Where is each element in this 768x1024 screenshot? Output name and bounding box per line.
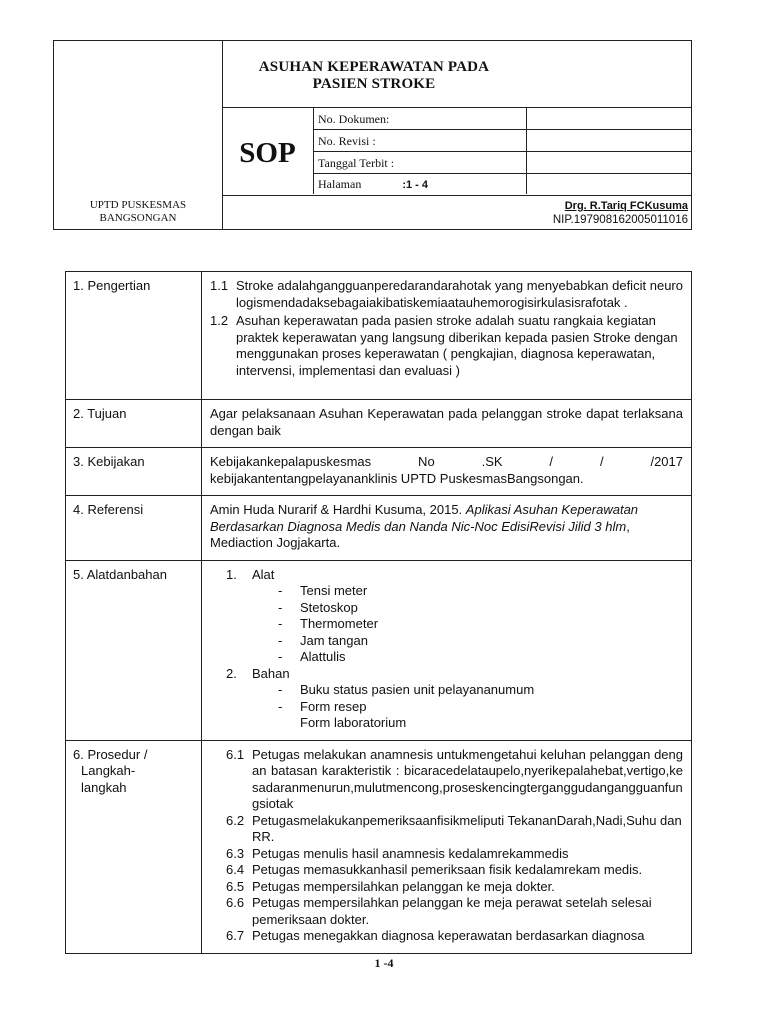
- label-line-3: langkah: [81, 779, 127, 795]
- procedure-step: [226, 846, 683, 863]
- reference-publisher: , Mediaction Jogjakarta.: [210, 518, 630, 550]
- title-line-2: PASIEN STROKE: [312, 76, 436, 92]
- row-label: 5. Alatdanbahan: [66, 560, 202, 740]
- list-item: [210, 313, 683, 379]
- row-label: 2. Tujuan: [66, 400, 202, 448]
- row-label: 4. Referensi: [66, 496, 202, 561]
- step-text: Petugas menegakkan diagnosa keperawatan berdasarkan diagnosa: [252, 928, 645, 943]
- sop-label: SOP: [239, 136, 296, 169]
- step-number: 6.4: [226, 862, 245, 877]
- organization-name: [54, 199, 222, 225]
- label-line-2: Langkah-: [81, 763, 136, 778]
- step-number: 6.2: [226, 812, 245, 828]
- procedure-step: [226, 895, 683, 928]
- page-number-footer: 1 -4: [374, 956, 394, 970]
- item-number: 2.: [226, 665, 237, 681]
- item-text: Bahan: [252, 665, 290, 681]
- row-tujuan: [66, 400, 692, 448]
- step-number: 6.7: [226, 928, 245, 943]
- document-title: [222, 59, 526, 93]
- bahan-item: Buku status pasien unit pelayananumum: [300, 682, 535, 697]
- row-alat-bahan: [66, 560, 692, 740]
- row-content: Agar pelaksanaan Asuhan Keperawatan pada pelanggan stroke dapat terlaksana dengan baik: [202, 400, 692, 448]
- procedure-step: [226, 879, 683, 896]
- row-content: [202, 496, 692, 561]
- tanggal-terbit-label: Tanggal Terbit :: [318, 156, 395, 170]
- no-revisi-label: No. Revisi :: [318, 134, 376, 148]
- list-item: - Tensi meter: [278, 583, 368, 598]
- kebijakan-line-1: Kebijakankepalapuskesmas No .SK / / /2017: [210, 454, 683, 469]
- step-number: 6.1: [226, 746, 245, 762]
- row-content: [202, 740, 692, 953]
- step-text: Petugas melakukan anamnesis untukmengetahui keluhan pelanggan dengan batasan karakteristik : bicaracedelataupelo,nyerikepalahebat,vertigo,kesadaranmenurun,mulutmencong,proseskencingterganggudangangguanfungsiotak: [252, 746, 683, 811]
- reference-title: Aplikasi Asuhan Keperawatan Berdasarkan Diagnosa Medis dan Nanda Nic-Noc EdisiRevisi Jilid 3 hlm: [210, 502, 639, 534]
- sop-content-table: [65, 271, 692, 954]
- reference-authors: Amin Huda Nurarif & Hardhi Kusuma, 2015.: [210, 502, 466, 517]
- step-number: 6.5: [226, 878, 245, 894]
- kebijakan-line-2: kebijakantentangpelayananklinis UPTD PuskesmasBangsongan.: [210, 470, 584, 486]
- list-item: - Stetoskop: [278, 599, 358, 615]
- row-content: [202, 272, 692, 400]
- row-content: [202, 560, 692, 740]
- row-label: 1. Pengertian: [66, 272, 202, 400]
- halaman-label: Halaman: [318, 177, 362, 191]
- item-text: Stroke adalahgangguanperedarandarahotak yang menyebabkan deficit neurologismendadaksebagaiakibatiskemiaatauhemorogisirkulasisrafotak .: [236, 278, 683, 310]
- halaman-row: [318, 177, 428, 192]
- org-line-2: BANGSONGAN: [99, 212, 177, 224]
- bahan-item: Form resep: [300, 698, 367, 714]
- bahan-extra-item: Form laboratorium: [300, 715, 407, 730]
- halaman-value: :1 - 4: [402, 179, 428, 191]
- step-text: Petugasmelakukanpemeriksaanfisikmeliputi TekananDarah,Nadi,Suhu dan RR.: [252, 812, 682, 844]
- row-content: [202, 448, 692, 496]
- alat-item: Jam tangan: [300, 632, 368, 648]
- bahan-heading: [226, 666, 683, 683]
- list-item: - Buku status pasien unit pelayananumum: [278, 682, 535, 697]
- alat-item: Alattulis: [300, 649, 346, 664]
- alat-heading: [226, 567, 683, 584]
- alat-item: Thermometer: [300, 616, 379, 631]
- step-text: Petugas mempersilahkan pelanggan ke meja perawat setelah selesai pemeriksaan dokter.: [252, 895, 652, 927]
- step-number: 6.3: [226, 845, 245, 861]
- step-text: Petugas memasukkanhasil pemeriksaan fisik kedalamrekam medis.: [252, 862, 643, 877]
- item-number: 1.: [226, 566, 237, 582]
- org-line-1: UPTD PUSKESMAS: [89, 199, 187, 211]
- row-kebijakan: [66, 448, 692, 496]
- title-line-1: ASUHAN KEPERAWATAN PADA: [258, 59, 490, 75]
- item-text: Asuhan keperawatan pada pasien stroke adalah suatu rangkaia kegiatan praktek keperawatan yang langsung diberikan kepada pasien Stroke dengan menggunakan proses keperawatan ( pengkajian, diagnosa keperawatan, intervensi, implementasi dan evaluasi ): [236, 313, 678, 378]
- label-line-1: 6. Prosedur /: [73, 746, 148, 762]
- list-item: - Alattulis: [278, 649, 346, 664]
- item-text: Alat: [252, 566, 275, 582]
- step-text: Petugas mempersilahkan pelanggan ke meja dokter.: [252, 878, 555, 894]
- list-item: - Form resep: [278, 698, 367, 714]
- alat-item: Tensi meter: [300, 583, 368, 598]
- item-number: 1.2: [210, 313, 229, 328]
- item-number: 1.1: [210, 278, 229, 293]
- procedure-step: [226, 813, 683, 846]
- row-label: 3. Kebijakan: [66, 448, 202, 496]
- list-item: - Jam tangan: [278, 632, 368, 648]
- procedure-step: [226, 747, 683, 813]
- procedure-step: [226, 928, 683, 945]
- list-item: [210, 278, 683, 311]
- signer-nip: NIP.197908162005011016: [552, 214, 688, 226]
- step-number: 6.6: [226, 895, 245, 910]
- alat-item: Stetoskop: [300, 599, 358, 615]
- sop-header: [53, 40, 692, 230]
- row-pengertian: [66, 272, 692, 400]
- signer-name: Drg. R.Tariq FCKusuma: [564, 200, 688, 212]
- row-prosedur: [66, 740, 692, 953]
- procedure-step: [226, 862, 683, 879]
- no-dokumen-label: No. Dokumen:: [318, 112, 390, 126]
- list-item: - Thermometer: [278, 616, 379, 631]
- row-referensi: [66, 496, 692, 561]
- row-label: [66, 740, 202, 953]
- step-text: Petugas menulis hasil anamnesis kedalamrekammedis: [252, 845, 569, 861]
